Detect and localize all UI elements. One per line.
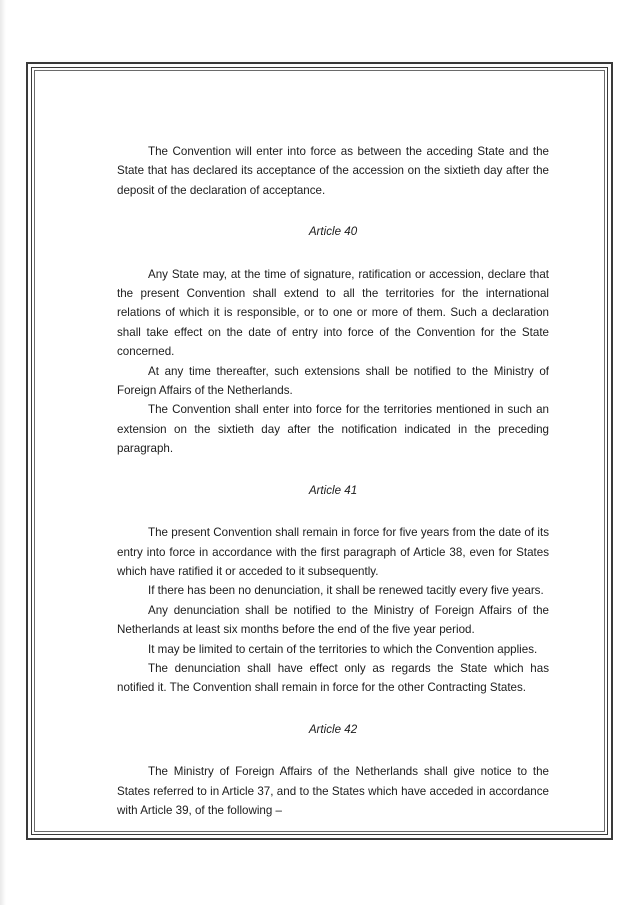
paragraph: The Convention shall enter into force for the territories mentioned in such an extension on the sixtieth day after the notification indicated in the preceding paragraph. — [117, 403, 549, 456]
article-heading: Article 41 — [308, 483, 358, 497]
paragraph: The denunciation shall have effect only as regards the State which has notified it. The Convention shall remain in force for the other Contracting States. — [117, 661, 549, 695]
paragraph: Any State may, at the time of signature, ratification or accession, declare that the present Convention shall extend to all the territories for the international relations of which it is responsible, or to one or more of them. Such a declaration shall take effect on the date of entry into force of the Convention for the State concerned. — [117, 267, 549, 359]
paragraph: The Ministry of Foreign Affairs of the Netherlands shall give notice to the States referred to in Article 37, and to the States which have acceded in accordance with Article 39, of the following – — [117, 765, 549, 817]
paragraph: Any denunciation shall be notified to the Ministry of Foreign Affairs of the Netherlands at least six months before the end of the five year period. — [117, 603, 549, 637]
paragraph: At any time thereafter, such extensions shall be notified to the Ministry of Foreign Affairs of the Netherlands. — [117, 364, 549, 398]
paragraph: If there has been no denunciation, it shall be renewed tacitly every five years. — [148, 584, 544, 598]
paragraph: The Convention will enter into force as between the acceding State and the State that has declared its acceptance of the accession on the sixtieth day after the deposit of the declaration of acceptance. — [117, 145, 549, 197]
article-heading: Article 40 — [308, 225, 358, 239]
document-body — [117, 142, 549, 820]
page-edge-shadow — [0, 0, 6, 905]
paragraph: The present Convention shall remain in force for five years from the date of its entry into force in accordance with the first paragraph of Article 38, even for States which have ratified it or acceded to it subsequently. — [117, 526, 549, 578]
article-heading: Article 42 — [308, 722, 358, 736]
paragraph: It may be limited to certain of the territories to which the Convention applies. — [148, 642, 538, 656]
